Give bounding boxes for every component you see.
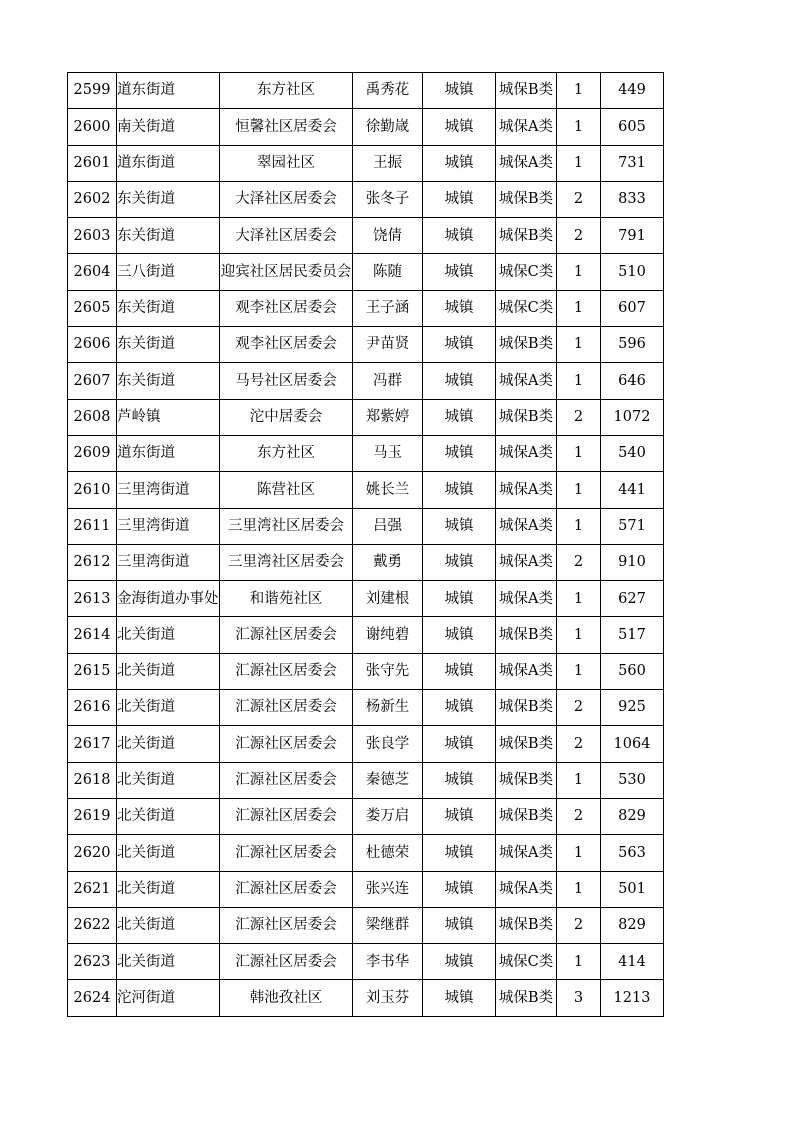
serial-number-cell: 2604 bbox=[68, 254, 117, 290]
name-cell: 王振 bbox=[353, 145, 423, 181]
household-type-cell: 城镇 bbox=[423, 254, 496, 290]
amount-cell: 829 bbox=[601, 907, 664, 943]
household-type-cell: 城镇 bbox=[423, 290, 496, 326]
category-cell: 城保B类 bbox=[496, 762, 557, 798]
serial-number-cell: 2616 bbox=[68, 690, 117, 726]
serial-number-cell: 2611 bbox=[68, 508, 117, 544]
street-cell: 北关街道 bbox=[117, 871, 220, 907]
table-row bbox=[68, 907, 664, 943]
table-row bbox=[68, 435, 664, 471]
table-row bbox=[68, 581, 664, 617]
name-cell: 李书华 bbox=[353, 944, 423, 980]
persons-cell: 1 bbox=[557, 327, 601, 363]
street-cell: 道东街道 bbox=[117, 73, 220, 109]
table-row bbox=[68, 944, 664, 980]
street-cell: 南关街道 bbox=[117, 109, 220, 145]
category-cell: 城保B类 bbox=[496, 218, 557, 254]
amount-cell: 563 bbox=[601, 835, 664, 871]
serial-number-cell: 2622 bbox=[68, 907, 117, 943]
street-cell: 北关街道 bbox=[117, 762, 220, 798]
amount-cell: 571 bbox=[601, 508, 664, 544]
name-cell: 张良学 bbox=[353, 726, 423, 762]
amount-cell: 607 bbox=[601, 290, 664, 326]
persons-cell: 1 bbox=[557, 363, 601, 399]
category-cell: 城保C类 bbox=[496, 254, 557, 290]
amount-cell: 517 bbox=[601, 617, 664, 653]
persons-cell: 1 bbox=[557, 508, 601, 544]
category-cell: 城保A类 bbox=[496, 835, 557, 871]
table-row bbox=[68, 798, 664, 834]
persons-cell: 1 bbox=[557, 472, 601, 508]
community-cell: 恒馨社区居委会 bbox=[220, 109, 353, 145]
name-cell: 郑紫婷 bbox=[353, 399, 423, 435]
name-cell: 谢纯碧 bbox=[353, 617, 423, 653]
category-cell: 城保A类 bbox=[496, 581, 557, 617]
category-cell: 城保B类 bbox=[496, 327, 557, 363]
category-cell: 城保A类 bbox=[496, 653, 557, 689]
persons-cell: 2 bbox=[557, 726, 601, 762]
category-cell: 城保B类 bbox=[496, 73, 557, 109]
name-cell: 张冬子 bbox=[353, 181, 423, 217]
amount-cell: 925 bbox=[601, 690, 664, 726]
name-cell: 刘建根 bbox=[353, 581, 423, 617]
community-cell: 翠园社区 bbox=[220, 145, 353, 181]
street-cell: 北关街道 bbox=[117, 690, 220, 726]
category-cell: 城保A类 bbox=[496, 145, 557, 181]
category-cell: 城保A类 bbox=[496, 871, 557, 907]
street-cell: 北关街道 bbox=[117, 617, 220, 653]
street-cell: 芦岭镇 bbox=[117, 399, 220, 435]
household-type-cell: 城镇 bbox=[423, 363, 496, 399]
household-type-cell: 城镇 bbox=[423, 980, 496, 1016]
amount-cell: 530 bbox=[601, 762, 664, 798]
amount-cell: 646 bbox=[601, 363, 664, 399]
household-type-cell: 城镇 bbox=[423, 508, 496, 544]
amount-cell: 1072 bbox=[601, 399, 664, 435]
table-body bbox=[68, 73, 664, 1017]
table-row bbox=[68, 254, 664, 290]
amount-cell: 791 bbox=[601, 218, 664, 254]
street-cell: 北关街道 bbox=[117, 653, 220, 689]
persons-cell: 1 bbox=[557, 290, 601, 326]
community-cell: 三里湾社区居委会 bbox=[220, 544, 353, 580]
serial-number-cell: 2623 bbox=[68, 944, 117, 980]
category-cell: 城保B类 bbox=[496, 980, 557, 1016]
table-row bbox=[68, 73, 664, 109]
persons-cell: 2 bbox=[557, 181, 601, 217]
persons-cell: 1 bbox=[557, 944, 601, 980]
street-cell: 东关街道 bbox=[117, 327, 220, 363]
serial-number-cell: 2608 bbox=[68, 399, 117, 435]
name-cell: 刘玉芬 bbox=[353, 980, 423, 1016]
amount-cell: 910 bbox=[601, 544, 664, 580]
table-row bbox=[68, 181, 664, 217]
community-cell: 汇源社区居委会 bbox=[220, 835, 353, 871]
community-cell: 东方社区 bbox=[220, 73, 353, 109]
table-row bbox=[68, 980, 664, 1016]
serial-number-cell: 2599 bbox=[68, 73, 117, 109]
street-cell: 道东街道 bbox=[117, 435, 220, 471]
household-type-cell: 城镇 bbox=[423, 871, 496, 907]
amount-cell: 449 bbox=[601, 73, 664, 109]
community-cell: 大泽社区居委会 bbox=[220, 181, 353, 217]
household-type-cell: 城镇 bbox=[423, 73, 496, 109]
category-cell: 城保A类 bbox=[496, 508, 557, 544]
category-cell: 城保B类 bbox=[496, 181, 557, 217]
community-cell: 陈营社区 bbox=[220, 472, 353, 508]
street-cell: 东关街道 bbox=[117, 181, 220, 217]
household-type-cell: 城镇 bbox=[423, 762, 496, 798]
name-cell: 戴勇 bbox=[353, 544, 423, 580]
community-cell: 韩池孜社区 bbox=[220, 980, 353, 1016]
name-cell: 马玉 bbox=[353, 435, 423, 471]
persons-cell: 2 bbox=[557, 798, 601, 834]
community-cell: 大泽社区居委会 bbox=[220, 218, 353, 254]
persons-cell: 2 bbox=[557, 544, 601, 580]
serial-number-cell: 2601 bbox=[68, 145, 117, 181]
category-cell: 城保C类 bbox=[496, 290, 557, 326]
household-type-cell: 城镇 bbox=[423, 218, 496, 254]
table-row bbox=[68, 762, 664, 798]
amount-cell: 540 bbox=[601, 435, 664, 471]
serial-number-cell: 2610 bbox=[68, 472, 117, 508]
serial-number-cell: 2624 bbox=[68, 980, 117, 1016]
household-type-cell: 城镇 bbox=[423, 835, 496, 871]
amount-cell: 1213 bbox=[601, 980, 664, 1016]
serial-number-cell: 2612 bbox=[68, 544, 117, 580]
persons-cell: 1 bbox=[557, 871, 601, 907]
community-cell: 东方社区 bbox=[220, 435, 353, 471]
community-cell: 和谐苑社区 bbox=[220, 581, 353, 617]
name-cell: 尹苗贤 bbox=[353, 327, 423, 363]
category-cell: 城保A类 bbox=[496, 544, 557, 580]
serial-number-cell: 2620 bbox=[68, 835, 117, 871]
community-cell: 马号社区居委会 bbox=[220, 363, 353, 399]
household-type-cell: 城镇 bbox=[423, 907, 496, 943]
amount-cell: 627 bbox=[601, 581, 664, 617]
serial-number-cell: 2606 bbox=[68, 327, 117, 363]
street-cell: 三里湾街道 bbox=[117, 544, 220, 580]
name-cell: 张守先 bbox=[353, 653, 423, 689]
street-cell: 金海街道办事处 bbox=[117, 581, 220, 617]
amount-cell: 829 bbox=[601, 798, 664, 834]
street-cell: 北关街道 bbox=[117, 907, 220, 943]
amount-cell: 501 bbox=[601, 871, 664, 907]
amount-cell: 605 bbox=[601, 109, 664, 145]
amount-cell: 441 bbox=[601, 472, 664, 508]
table-row bbox=[68, 145, 664, 181]
name-cell: 饶倩 bbox=[353, 218, 423, 254]
name-cell: 姚长兰 bbox=[353, 472, 423, 508]
table-row bbox=[68, 508, 664, 544]
household-type-cell: 城镇 bbox=[423, 653, 496, 689]
name-cell: 禹秀花 bbox=[353, 73, 423, 109]
persons-cell: 2 bbox=[557, 399, 601, 435]
community-cell: 汇源社区居委会 bbox=[220, 762, 353, 798]
community-cell: 三里湾社区居委会 bbox=[220, 508, 353, 544]
category-cell: 城保B类 bbox=[496, 617, 557, 653]
serial-number-cell: 2614 bbox=[68, 617, 117, 653]
serial-number-cell: 2617 bbox=[68, 726, 117, 762]
persons-cell: 1 bbox=[557, 581, 601, 617]
table-row bbox=[68, 327, 664, 363]
street-cell: 北关街道 bbox=[117, 944, 220, 980]
serial-number-cell: 2605 bbox=[68, 290, 117, 326]
category-cell: 城保A类 bbox=[496, 363, 557, 399]
household-type-cell: 城镇 bbox=[423, 690, 496, 726]
table-row bbox=[68, 472, 664, 508]
household-type-cell: 城镇 bbox=[423, 109, 496, 145]
category-cell: 城保B类 bbox=[496, 907, 557, 943]
household-type-cell: 城镇 bbox=[423, 726, 496, 762]
persons-cell: 1 bbox=[557, 762, 601, 798]
table-row bbox=[68, 544, 664, 580]
persons-cell: 2 bbox=[557, 690, 601, 726]
community-cell: 汇源社区居委会 bbox=[220, 944, 353, 980]
table-row bbox=[68, 726, 664, 762]
persons-cell: 2 bbox=[557, 907, 601, 943]
category-cell: 城保B类 bbox=[496, 798, 557, 834]
street-cell: 三里湾街道 bbox=[117, 472, 220, 508]
serial-number-cell: 2603 bbox=[68, 218, 117, 254]
table-row bbox=[68, 290, 664, 326]
table-row bbox=[68, 109, 664, 145]
name-cell: 陈随 bbox=[353, 254, 423, 290]
amount-cell: 560 bbox=[601, 653, 664, 689]
category-cell: 城保C类 bbox=[496, 944, 557, 980]
street-cell: 东关街道 bbox=[117, 363, 220, 399]
serial-number-cell: 2609 bbox=[68, 435, 117, 471]
community-cell: 汇源社区居委会 bbox=[220, 653, 353, 689]
household-type-cell: 城镇 bbox=[423, 181, 496, 217]
household-type-cell: 城镇 bbox=[423, 544, 496, 580]
persons-cell: 1 bbox=[557, 653, 601, 689]
amount-cell: 1064 bbox=[601, 726, 664, 762]
table-row bbox=[68, 399, 664, 435]
name-cell: 杨新生 bbox=[353, 690, 423, 726]
category-cell: 城保A类 bbox=[496, 435, 557, 471]
street-cell: 三八街道 bbox=[117, 254, 220, 290]
street-cell: 北关街道 bbox=[117, 798, 220, 834]
amount-cell: 596 bbox=[601, 327, 664, 363]
category-cell: 城保B类 bbox=[496, 690, 557, 726]
persons-cell: 1 bbox=[557, 435, 601, 471]
household-type-cell: 城镇 bbox=[423, 798, 496, 834]
persons-cell: 3 bbox=[557, 980, 601, 1016]
serial-number-cell: 2600 bbox=[68, 109, 117, 145]
category-cell: 城保A类 bbox=[496, 472, 557, 508]
table-row bbox=[68, 218, 664, 254]
street-cell: 三里湾街道 bbox=[117, 508, 220, 544]
community-cell: 汇源社区居委会 bbox=[220, 907, 353, 943]
name-cell: 梁继群 bbox=[353, 907, 423, 943]
persons-cell: 1 bbox=[557, 617, 601, 653]
serial-number-cell: 2621 bbox=[68, 871, 117, 907]
name-cell: 冯群 bbox=[353, 363, 423, 399]
community-cell: 观李社区居委会 bbox=[220, 290, 353, 326]
street-cell: 东关街道 bbox=[117, 218, 220, 254]
serial-number-cell: 2618 bbox=[68, 762, 117, 798]
street-cell: 东关街道 bbox=[117, 290, 220, 326]
amount-cell: 833 bbox=[601, 181, 664, 217]
category-cell: 城保B类 bbox=[496, 399, 557, 435]
household-type-cell: 城镇 bbox=[423, 327, 496, 363]
community-cell: 汇源社区居委会 bbox=[220, 690, 353, 726]
persons-cell: 1 bbox=[557, 254, 601, 290]
household-type-cell: 城镇 bbox=[423, 617, 496, 653]
household-type-cell: 城镇 bbox=[423, 944, 496, 980]
household-type-cell: 城镇 bbox=[423, 145, 496, 181]
table-row bbox=[68, 871, 664, 907]
name-cell: 杜德荣 bbox=[353, 835, 423, 871]
name-cell: 秦德芝 bbox=[353, 762, 423, 798]
amount-cell: 731 bbox=[601, 145, 664, 181]
name-cell: 吕强 bbox=[353, 508, 423, 544]
persons-cell: 1 bbox=[557, 109, 601, 145]
community-cell: 汇源社区居委会 bbox=[220, 726, 353, 762]
category-cell: 城保A类 bbox=[496, 109, 557, 145]
household-type-cell: 城镇 bbox=[423, 399, 496, 435]
community-cell: 汇源社区居委会 bbox=[220, 617, 353, 653]
table-row bbox=[68, 690, 664, 726]
community-cell: 迎宾社区居民委员会 bbox=[220, 254, 353, 290]
recipient-table bbox=[67, 72, 664, 1017]
street-cell: 道东街道 bbox=[117, 145, 220, 181]
category-cell: 城保B类 bbox=[496, 726, 557, 762]
amount-cell: 510 bbox=[601, 254, 664, 290]
street-cell: 沱河街道 bbox=[117, 980, 220, 1016]
serial-number-cell: 2613 bbox=[68, 581, 117, 617]
household-type-cell: 城镇 bbox=[423, 581, 496, 617]
community-cell: 观李社区居委会 bbox=[220, 327, 353, 363]
name-cell: 张兴连 bbox=[353, 871, 423, 907]
persons-cell: 1 bbox=[557, 145, 601, 181]
amount-cell: 414 bbox=[601, 944, 664, 980]
community-cell: 沱中居委会 bbox=[220, 399, 353, 435]
name-cell: 娄万启 bbox=[353, 798, 423, 834]
persons-cell: 1 bbox=[557, 73, 601, 109]
serial-number-cell: 2602 bbox=[68, 181, 117, 217]
name-cell: 徐勤嵅 bbox=[353, 109, 423, 145]
persons-cell: 2 bbox=[557, 218, 601, 254]
street-cell: 北关街道 bbox=[117, 835, 220, 871]
table-row bbox=[68, 653, 664, 689]
table-row bbox=[68, 363, 664, 399]
street-cell: 北关街道 bbox=[117, 726, 220, 762]
serial-number-cell: 2607 bbox=[68, 363, 117, 399]
household-type-cell: 城镇 bbox=[423, 435, 496, 471]
persons-cell: 1 bbox=[557, 835, 601, 871]
serial-number-cell: 2619 bbox=[68, 798, 117, 834]
table-row bbox=[68, 617, 664, 653]
name-cell: 王子涵 bbox=[353, 290, 423, 326]
table-row bbox=[68, 835, 664, 871]
household-type-cell: 城镇 bbox=[423, 472, 496, 508]
community-cell: 汇源社区居委会 bbox=[220, 871, 353, 907]
community-cell: 汇源社区居委会 bbox=[220, 798, 353, 834]
serial-number-cell: 2615 bbox=[68, 653, 117, 689]
